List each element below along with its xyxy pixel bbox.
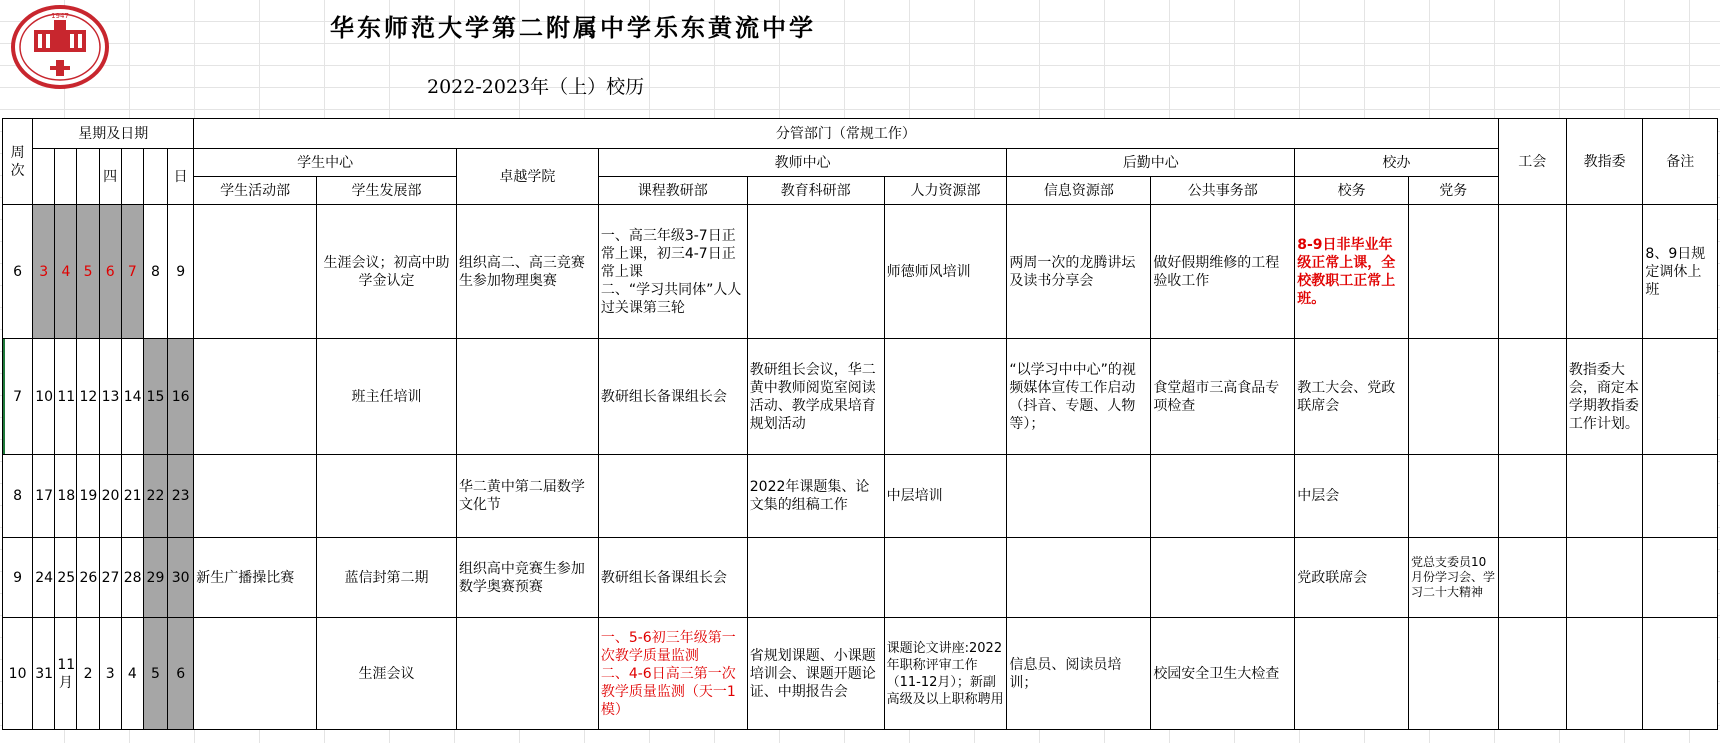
date-cell[interactable]: 27 (99, 538, 121, 618)
teaching-committee-cell[interactable] (1566, 538, 1642, 618)
date-cell[interactable]: 23 (168, 455, 194, 538)
date-cell[interactable]: 4 (121, 618, 143, 730)
weekday-group-header: 星期及日期 (33, 119, 194, 149)
school-affairs-cell[interactable] (1295, 618, 1409, 730)
research-cell[interactable]: 省规划课题、小课题培训会、课题开题论证、中期报告会 (747, 618, 884, 730)
table-row (3, 339, 1718, 455)
curriculum-cell[interactable] (598, 455, 747, 538)
excellence-academy-cell[interactable]: 华二黄中第二届数学文化节 (456, 455, 598, 538)
date-cell[interactable]: 18 (55, 455, 77, 538)
date-cell[interactable]: 16 (168, 339, 194, 455)
student-development-cell[interactable]: 班主任培训 (317, 339, 457, 455)
student-activities-header: 学生活动部 (194, 177, 317, 205)
school-affairs-cell[interactable]: 党政联席会 (1295, 538, 1409, 618)
weekday-header (77, 149, 99, 205)
hr-cell[interactable]: 课题论文讲座:2022年职称评审工作（11-12月）；新副高级及以上职称聘用 (884, 618, 1007, 730)
date-cell[interactable]: 24 (33, 538, 55, 618)
public-affairs-cell[interactable] (1151, 538, 1295, 618)
excellence-academy-header: 卓越学院 (456, 149, 598, 205)
date-cell[interactable]: 11月 (55, 618, 77, 730)
calendar-subtitle: 2022-2023年（上）校历 (427, 76, 645, 98)
week-number-cell[interactable]: 8 (3, 455, 33, 538)
info-resources-cell[interactable]: 两周一次的龙腾讲坛及读书分享会 (1007, 205, 1151, 339)
hr-cell[interactable]: 师德师风培训 (884, 205, 1007, 339)
table-row (3, 205, 1718, 339)
school-office-header: 校办 (1295, 149, 1498, 177)
date-cell[interactable]: 8 (143, 205, 167, 339)
public-affairs-cell[interactable] (1151, 455, 1295, 538)
date-cell[interactable]: 2 (77, 618, 99, 730)
date-cell[interactable]: 20 (99, 455, 121, 538)
excellence-academy-cell[interactable]: 组织高二、高三竞赛生参加物理奥赛 (456, 205, 598, 339)
school-affairs-header: 校务 (1295, 177, 1409, 205)
teaching-committee-header: 教指委 (1566, 119, 1642, 205)
teacher-center-header: 教师中心 (598, 149, 1007, 177)
date-cell[interactable]: 3 (99, 618, 121, 730)
date-cell[interactable]: 14 (121, 339, 143, 455)
school-affairs-cell[interactable]: 教工大会、党政联席会 (1295, 339, 1409, 455)
curriculum-cell[interactable]: 教研组长备课组长会 (598, 538, 747, 618)
date-cell[interactable]: 5 (77, 205, 99, 339)
curriculum-cell[interactable]: 一、5-6初三年级第一次教学质量监测 二、4-6日高三第一次教学质量监测（天一1模） (598, 618, 747, 730)
public-affairs-cell[interactable]: 校园安全卫生大检查 (1151, 618, 1295, 730)
date-cell[interactable]: 6 (168, 618, 194, 730)
date-cell[interactable]: 12 (77, 339, 99, 455)
curriculum-header: 课程教研部 (598, 177, 747, 205)
research-header: 教育科研部 (747, 177, 884, 205)
department-group-header: 分管部门（常规工作） (194, 119, 1498, 149)
week-number-cell[interactable]: 7 (3, 339, 33, 455)
week-number-cell[interactable]: 9 (3, 538, 33, 618)
party-affairs-header: 党务 (1408, 177, 1498, 205)
remarks-cell[interactable] (1643, 538, 1718, 618)
union-cell[interactable] (1498, 538, 1566, 618)
excellence-academy-cell[interactable] (456, 618, 598, 730)
date-cell[interactable]: 22 (143, 455, 167, 538)
party-affairs-cell[interactable] (1408, 205, 1498, 339)
table-row (3, 538, 1718, 618)
week-number-cell[interactable]: 10 (3, 618, 33, 730)
remarks-cell[interactable] (1643, 339, 1718, 455)
remarks-cell[interactable] (1643, 455, 1718, 538)
weekday-header (143, 149, 167, 205)
student-development-cell[interactable]: 生涯会议；初高中助学金认定 (317, 205, 457, 339)
party-affairs-cell[interactable] (1408, 339, 1498, 455)
excellence-academy-cell[interactable] (456, 339, 598, 455)
research-cell[interactable]: 2022年课题集、论文集的组稿工作 (747, 455, 884, 538)
weekday-header: 四 (99, 149, 121, 205)
union-cell[interactable] (1498, 618, 1566, 730)
date-cell[interactable]: 7 (121, 205, 143, 339)
info-resources-cell[interactable] (1007, 538, 1151, 618)
union-cell[interactable] (1498, 339, 1566, 455)
teaching-committee-cell[interactable] (1566, 205, 1642, 339)
date-cell[interactable]: 17 (33, 455, 55, 538)
date-cell[interactable]: 11 (55, 339, 77, 455)
date-cell[interactable]: 5 (143, 618, 167, 730)
date-cell[interactable]: 29 (143, 538, 167, 618)
info-resources-cell[interactable]: “以学习中中心”的视频媒体宣传工作启动（抖音、专题、人物等）； (1007, 339, 1151, 455)
student-center-header: 学生中心 (194, 149, 457, 177)
hr-header: 人力资源部 (884, 177, 1007, 205)
curriculum-cell[interactable]: 一、高三年级3-7日正常上课，初三4-7日正常上课 二、“学习共同体”人人过关课第三轮 (598, 205, 747, 339)
week-column-header: 周次 (3, 119, 33, 205)
hr-cell[interactable]: 中层培训 (884, 455, 1007, 538)
date-cell[interactable]: 30 (168, 538, 194, 618)
party-affairs-cell[interactable]: 党总支委员10月份学习会、学习二十大精神 (1408, 538, 1498, 618)
remarks-cell[interactable] (1643, 618, 1718, 730)
research-cell[interactable]: 教研组长会议，华二黄中教师阅览室阅读活动、教学成果培育规划活动 (747, 339, 884, 455)
union-cell[interactable] (1498, 455, 1566, 538)
date-cell[interactable]: 21 (121, 455, 143, 538)
student-activities-cell[interactable] (194, 455, 317, 538)
date-cell[interactable]: 15 (143, 339, 167, 455)
school-seal-icon (10, 4, 110, 90)
remarks-header: 备注 (1643, 119, 1718, 205)
student-activities-cell[interactable] (194, 205, 317, 339)
school-affairs-cell[interactable]: 8-9日非毕业年级正常上课，全校教职工正常上班。 (1295, 205, 1409, 339)
teaching-committee-cell[interactable]: 教指委大会，商定本学期教指委工作计划。 (1566, 339, 1642, 455)
student-development-cell[interactable]: 蓝信封第二期 (317, 538, 457, 618)
party-affairs-cell[interactable] (1408, 455, 1498, 538)
date-cell[interactable]: 31 (33, 618, 55, 730)
date-cell[interactable]: 26 (77, 538, 99, 618)
date-cell[interactable]: 3 (33, 205, 55, 339)
hr-cell[interactable] (884, 538, 1007, 618)
date-cell[interactable]: 13 (99, 339, 121, 455)
research-cell[interactable] (747, 205, 884, 339)
public-affairs-cell[interactable]: 食堂超市三高食品专项检查 (1151, 339, 1295, 455)
public-affairs-header: 公共事务部 (1151, 177, 1295, 205)
curriculum-cell[interactable]: 教研组长备课组长会 (598, 339, 747, 455)
school-affairs-cell[interactable]: 中层会 (1295, 455, 1409, 538)
party-affairs-cell[interactable] (1408, 618, 1498, 730)
student-activities-cell[interactable]: 新生广播操比赛 (194, 538, 317, 618)
teaching-committee-cell[interactable] (1566, 455, 1642, 538)
excellence-academy-cell[interactable]: 组织高中竞赛生参加数学奥赛预赛 (456, 538, 598, 618)
info-resources-header: 信息资源部 (1007, 177, 1151, 205)
date-cell[interactable]: 4 (55, 205, 77, 339)
student-activities-cell[interactable] (194, 618, 317, 730)
hr-cell[interactable] (884, 339, 1007, 455)
union-cell[interactable] (1498, 205, 1566, 339)
table-row (3, 618, 1718, 730)
week-number-cell[interactable]: 6 (3, 205, 33, 339)
weekday-header (33, 149, 55, 205)
student-development-cell[interactable]: 生涯会议 (317, 618, 457, 730)
info-resources-cell[interactable]: 信息员、阅读员培训； (1007, 618, 1151, 730)
student-development-header: 学生发展部 (317, 177, 457, 205)
date-cell[interactable]: 28 (121, 538, 143, 618)
teaching-committee-cell[interactable] (1566, 618, 1642, 730)
student-activities-cell[interactable] (194, 339, 317, 455)
date-cell[interactable]: 9 (168, 205, 194, 339)
calendar-table (2, 118, 1718, 730)
weekday-header (121, 149, 143, 205)
svg-text:1947: 1947 (51, 12, 69, 20)
student-development-cell[interactable] (317, 455, 457, 538)
logistics-center-header: 后勤中心 (1007, 149, 1295, 177)
weekday-header (55, 149, 77, 205)
date-cell[interactable]: 6 (99, 205, 121, 339)
date-cell[interactable]: 19 (77, 455, 99, 538)
public-affairs-cell[interactable]: 做好假期维修的工程验收工作 (1151, 205, 1295, 339)
table-row (3, 455, 1718, 538)
date-cell[interactable]: 10 (33, 339, 55, 455)
research-cell[interactable] (747, 538, 884, 618)
school-name-title: 华东师范大学第二附属中学乐东黄流中学 (330, 13, 816, 42)
union-header: 工会 (1498, 119, 1566, 205)
info-resources-cell[interactable] (1007, 455, 1151, 538)
weekday-header: 日 (168, 149, 194, 205)
remarks-cell[interactable]: 8、9日规定调休上班 (1643, 205, 1718, 339)
date-cell[interactable]: 25 (55, 538, 77, 618)
